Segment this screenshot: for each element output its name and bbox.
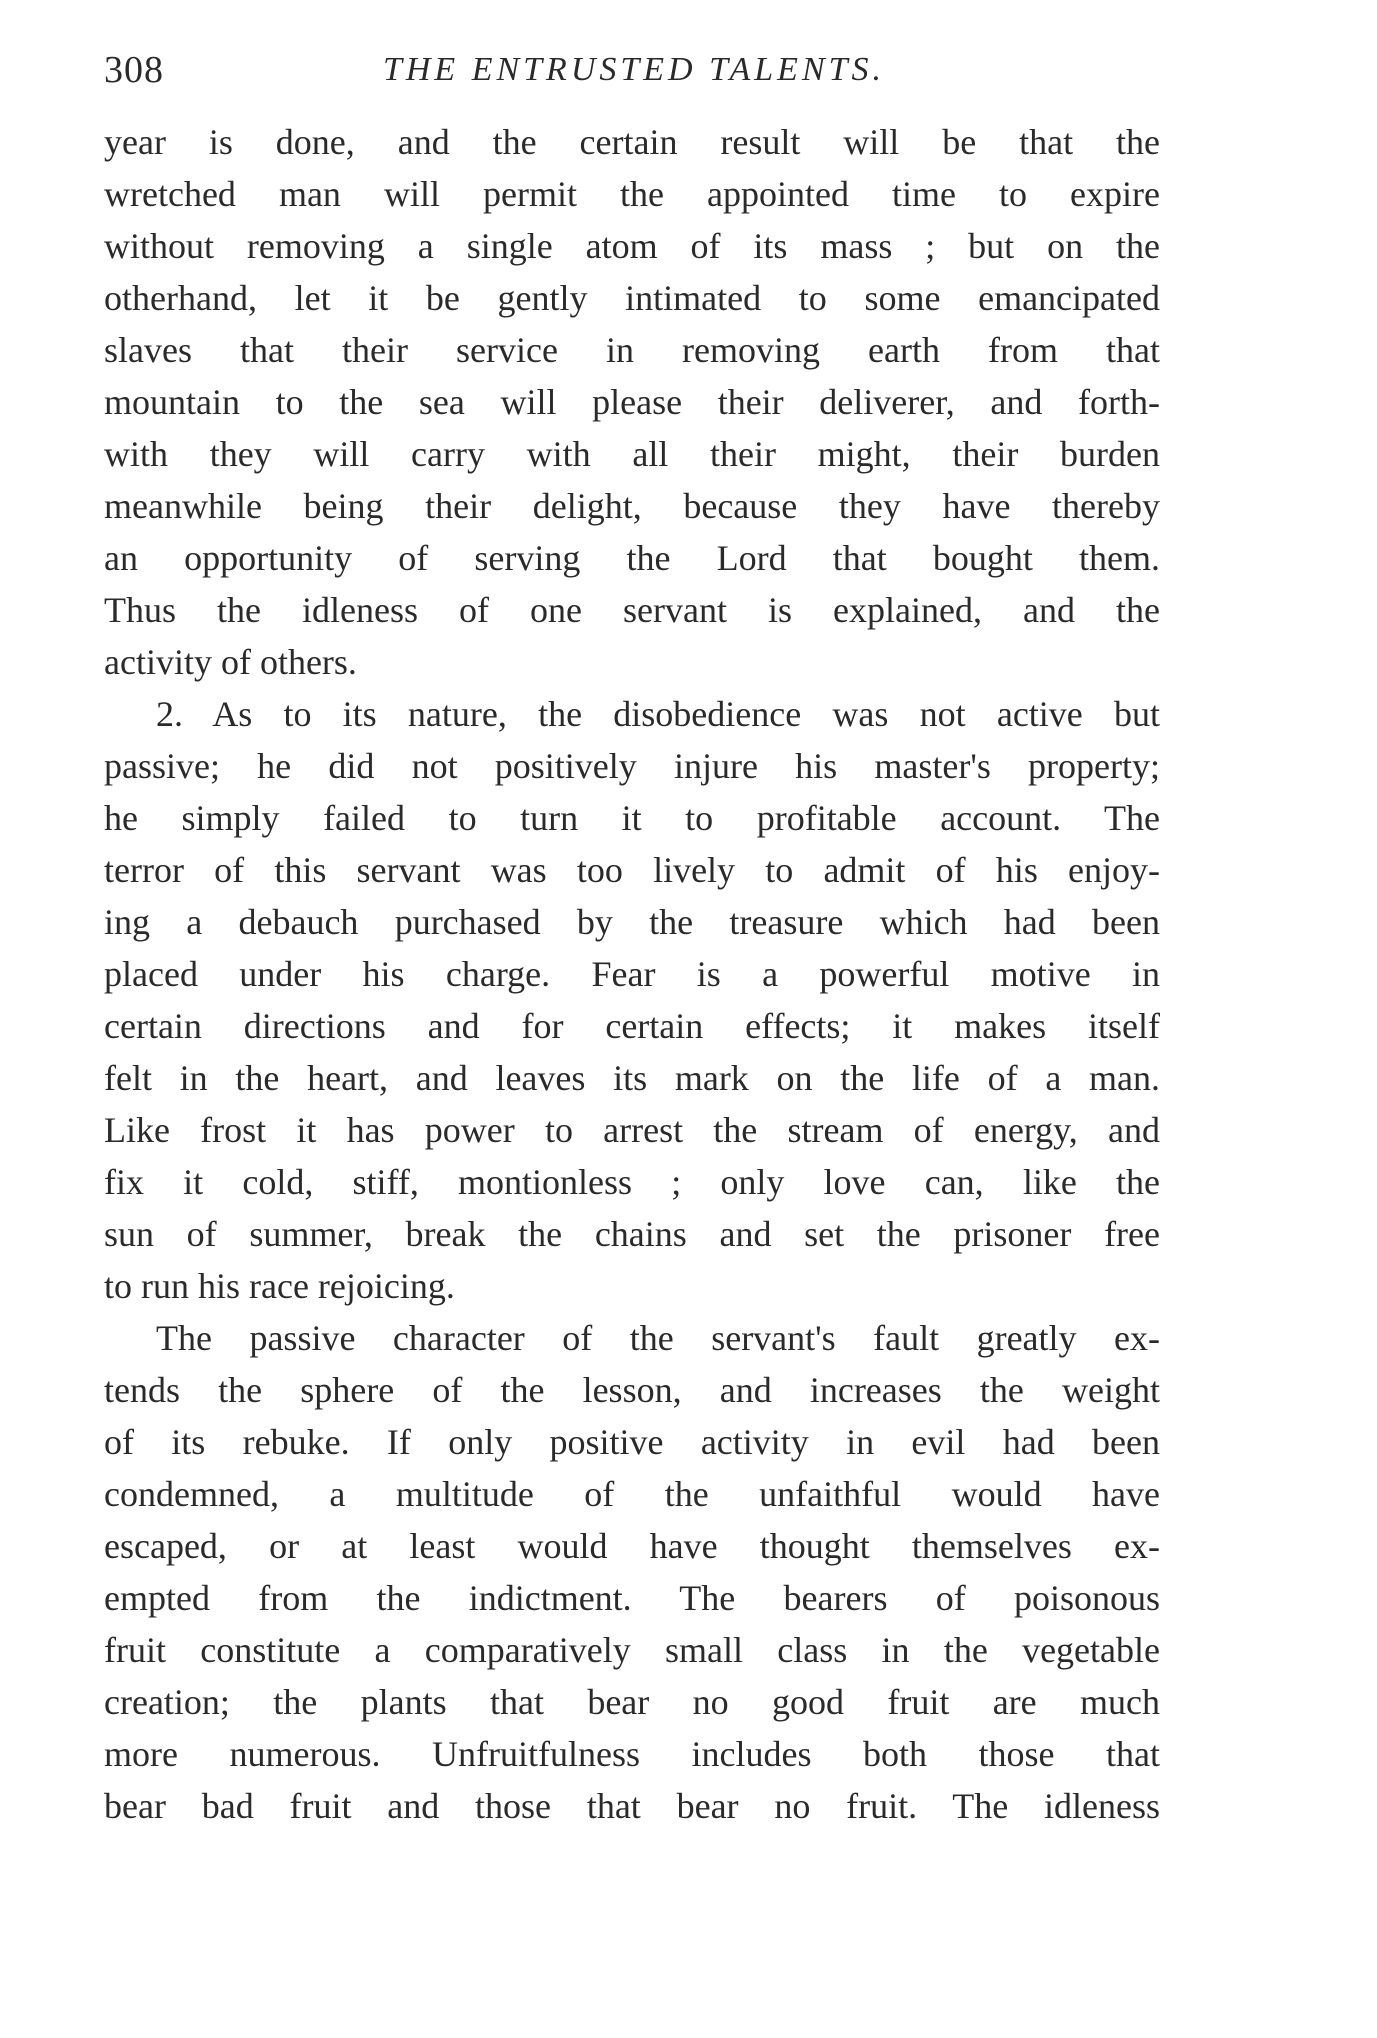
text-line: to run his race rejoicing. [104,1266,455,1306]
text-line: certain directions and for certain effects; it makes itself [104,1006,1160,1046]
text-line: mountain to the sea will please their deliverer, and forth- [104,382,1160,422]
text-line: otherhand, let it be gently intimated to some emancipated [104,278,1160,318]
paragraph [104,688,1160,1312]
text-line: Like frost it has power to arrest the stream of energy, and [104,1110,1160,1150]
text-line: 2. As to its nature, the disobedience was not active but [156,694,1160,734]
text-line: Thus the idleness of one servant is explained, and the [104,590,1160,630]
text-line: slaves that their service in removing earth from that [104,330,1160,370]
text-line: without removing a single atom of its mass ; but on the [104,226,1160,266]
paragraph [104,1312,1160,1832]
text-line: escaped, or at least would have thought themselves ex- [104,1526,1160,1566]
text-line: condemned, a multitude of the unfaithful would have [104,1474,1160,1514]
text-line: he simply failed to turn it to profitable account. The [104,798,1160,838]
text-line: with they will carry with all their might, their burden [104,434,1160,474]
text-line: The passive character of the servant's fault greatly ex- [156,1318,1160,1358]
text-line: terror of this servant was too lively to admit of his enjoy- [104,850,1160,890]
text-line: more numerous. Unfruitfulness includes both those that [104,1734,1160,1774]
text-line: of its rebuke. If only positive activity in evil had been [104,1422,1160,1462]
text-line: ing a debauch purchased by the treasure which had been [104,902,1160,942]
page-number: 308 [104,49,164,91]
text-line: felt in the heart, and leaves its mark on the life of a man. [104,1058,1160,1098]
text-line: tends the sphere of the lesson, and increases the weight [104,1370,1160,1410]
text-line: empted from the indictment. The bearers of poisonous [104,1578,1160,1618]
text-line: year is done, and the certain result will be that the [104,122,1160,162]
text-line: meanwhile being their delight, because they have thereby [104,486,1160,526]
text-line: an opportunity of serving the Lord that bought them. [104,538,1160,578]
text-line: sun of summer, break the chains and set the prisoner free [104,1214,1160,1254]
text-line: fix it cold, stiff, montionless ; only love can, like the [104,1162,1160,1202]
body-text [104,116,1160,1832]
page-header [104,40,1164,100]
text-line: fruit constitute a comparatively small class in the vegetable [104,1630,1160,1670]
text-line: creation; the plants that bear no good fruit are much [104,1682,1160,1722]
text-line: passive; he did not positively injure his master's property; [104,746,1160,786]
text-line: placed under his charge. Fear is a powerful motive in [104,954,1160,994]
paragraph [104,116,1160,688]
text-line: activity of others. [104,642,357,682]
text-line: bear bad fruit and those that bear no fruit. The idleness [104,1786,1160,1826]
running-title: THE ENTRUSTED TALENTS. [382,51,886,88]
text-line: wretched man will permit the appointed time to expire [104,174,1160,214]
